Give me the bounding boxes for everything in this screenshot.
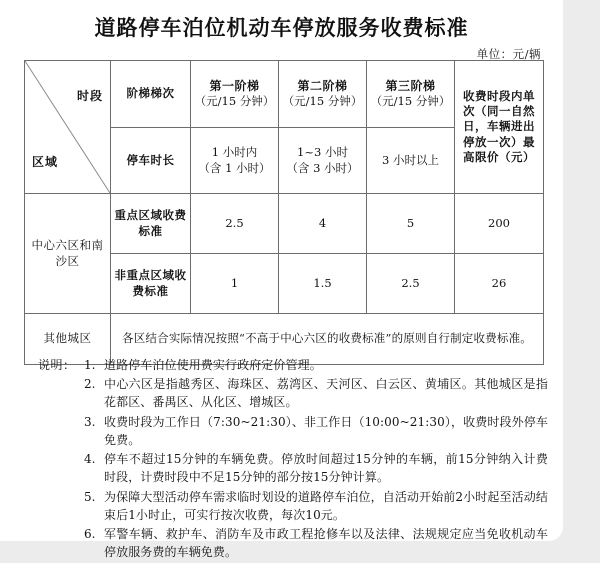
row-area-other: 其他城区	[25, 314, 111, 365]
unit-note: 单位：元/辆	[476, 47, 541, 61]
header-tier2-title: 第二阶梯	[297, 78, 348, 93]
notes-row	[38, 356, 548, 563]
notes-list	[84, 356, 548, 563]
row-nonkey-cap: 26	[455, 254, 544, 314]
header-duration-tier3-title: 3 小时以上	[382, 152, 439, 167]
note-text: 停车不超过15分钟的车辆免费。停放时间超过15分钟的车辆，前15分钟纳入计费时段，计费时段中不足15分钟的部分按15分钟计算。	[104, 452, 548, 485]
note-number: 4.	[84, 452, 96, 467]
note-number: 2.	[84, 377, 96, 392]
row-standard-nonkey: 非重点区域收费标准	[111, 254, 191, 314]
row-nonkey-tier1: 1	[191, 254, 279, 314]
header-tier2-sub: （元/15 分钟）	[282, 94, 363, 109]
table-header-row-1	[25, 61, 544, 128]
note-number: 5.	[84, 489, 96, 504]
note-item	[84, 375, 548, 411]
note-item	[84, 356, 548, 374]
corner-header-cell	[25, 61, 111, 194]
row-key-tier1: 2.5	[191, 194, 279, 254]
header-tier3-sub: （元/15 分钟）	[370, 94, 451, 109]
header-duration-tier2	[279, 128, 367, 194]
note-text: 军警车辆、救护车、消防车及市政工程抢修车以及法律、法规规定应当免收机动车停放服务费的车辆免费。	[104, 527, 548, 560]
row-other-description: 各区结合实际情况按照“不高于中心六区的收费标准”的原则自行制定收费标准。	[111, 314, 544, 365]
header-tier1	[191, 61, 279, 128]
note-number: 3.	[84, 414, 96, 429]
row-area-central: 中心六区和南沙区	[25, 194, 111, 314]
note-item	[84, 488, 548, 524]
header-tier-label: 阶梯梯次	[111, 61, 191, 128]
header-tier2	[279, 61, 367, 128]
header-tier3-title: 第三阶梯	[385, 78, 436, 93]
note-text: 收费时段为工作日（7:30~21:30）、非工作日（10:00~21:30），收费时段外停车免费。	[104, 414, 548, 447]
note-number: 1.	[84, 358, 96, 372]
row-key-tier3: 5	[367, 194, 455, 254]
page-title: 道路停车泊位机动车停放服务收费标准	[94, 15, 469, 40]
notes-label: 说明：	[38, 358, 76, 372]
note-number: 6.	[84, 527, 96, 542]
row-nonkey-tier3: 2.5	[367, 254, 455, 314]
note-text: 为保障大型活动停车需求临时划设的道路停车泊位，自活动开始前2小时起至活动结束后1小时止，可实行按次收费，每次10元。	[104, 489, 548, 522]
note-item	[84, 450, 548, 486]
header-duration-tier1-sub: （含 1 小时）	[198, 160, 271, 175]
fee-standard-table	[24, 60, 544, 365]
corner-top-label: 时段	[76, 89, 103, 103]
header-tier3	[367, 61, 455, 128]
header-duration-label: 停车时长	[111, 128, 191, 194]
header-duration-tier1	[191, 128, 279, 194]
header-max-cap: 收费时段内单次（同一自然日，车辆进出停放一次）最高限价（元）	[455, 61, 544, 194]
header-tier1-sub: （元/15 分钟）	[194, 94, 275, 109]
header-duration-tier3	[367, 128, 455, 194]
row-nonkey-tier2: 1.5	[279, 254, 367, 314]
notes-section	[38, 356, 548, 563]
row-key-cap: 200	[455, 194, 544, 254]
header-duration-tier2-title: 1~3 小时	[297, 145, 348, 160]
header-duration-tier2-sub: （含 3 小时）	[286, 160, 359, 175]
note-text: 道路停车泊位使用费实行政府定价管理。	[104, 358, 322, 372]
header-duration-tier1-title: 1 小时内	[211, 145, 258, 160]
diagonal-divider-icon	[25, 61, 110, 193]
note-item	[84, 525, 548, 561]
corner-bottom-label: 区域	[32, 155, 59, 170]
note-item	[84, 413, 548, 449]
row-key-tier2: 4	[279, 194, 367, 254]
header-tier1-title: 第一阶梯	[209, 78, 260, 93]
note-text: 中心六区是指越秀区、海珠区、荔湾区、天河区、白云区、黄埔区。其他城区是指花都区、番禺区、从化区、增城区。	[104, 377, 548, 410]
row-standard-key: 重点区域收费标准	[111, 194, 191, 254]
table-row	[25, 194, 544, 254]
